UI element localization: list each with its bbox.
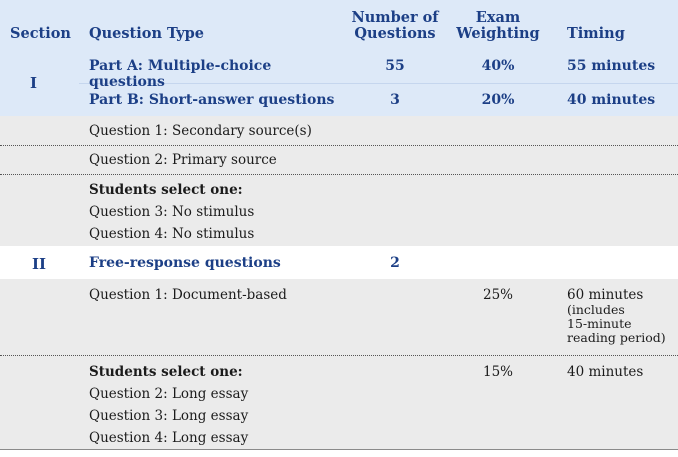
- s2-question-1-timing-note: 15-minute: [567, 316, 632, 331]
- s2-timing: 40 minutes: [567, 364, 644, 380]
- s2-question-1: Question 1: Document-based: [89, 287, 287, 303]
- header-exam-weighting: Exam Weighting: [456, 9, 540, 42]
- part-a-weighting: 40%: [481, 58, 515, 74]
- s2-question-2: Question 2: Long essay: [89, 386, 249, 402]
- s1-question-3: Question 3: No stimulus: [89, 204, 255, 220]
- s2-weighting: 15%: [482, 364, 513, 380]
- section-1-label: I: [30, 74, 38, 92]
- section-2-label: II: [32, 255, 47, 273]
- part-a-number: 55: [385, 58, 405, 74]
- s2-question-1-timing-note: (includes: [567, 302, 625, 317]
- free-response-label: Free-response questions: [89, 255, 281, 271]
- s1-question-2: Question 2: Primary source: [89, 152, 277, 168]
- part-b-label: Part B: Short-answer questions: [89, 92, 335, 108]
- s2-question-1-weighting: 25%: [482, 287, 513, 303]
- part-b-timing: 40 minutes: [567, 92, 656, 108]
- part-b-number: 3: [390, 92, 400, 108]
- s2-question-1-timing: 60 minutes: [567, 287, 644, 303]
- s2-question-1-timing-note: reading period): [567, 330, 666, 345]
- s2-question-3: Question 3: Long essay: [89, 408, 249, 424]
- header-number-of-questions: Number of Questions: [351, 9, 439, 42]
- free-response-number: 2: [390, 255, 400, 271]
- header-timing: Timing: [567, 25, 625, 42]
- s1-question-1: Question 1: Secondary source(s): [89, 123, 312, 139]
- s2-question-4: Question 4: Long essay: [89, 430, 249, 446]
- part-a-timing: 55 minutes: [567, 58, 656, 74]
- s2-select-label: Students select one:: [89, 364, 243, 380]
- part-b-weighting: 20%: [481, 92, 515, 108]
- header-question-type: Question Type: [89, 25, 205, 42]
- part-a-label: Part A: Multiple-choice questions: [89, 58, 272, 90]
- header-section: Section: [10, 25, 71, 42]
- s1-question-4: Question 4: No stimulus: [89, 226, 255, 242]
- s1-select-label: Students select one:: [89, 182, 243, 198]
